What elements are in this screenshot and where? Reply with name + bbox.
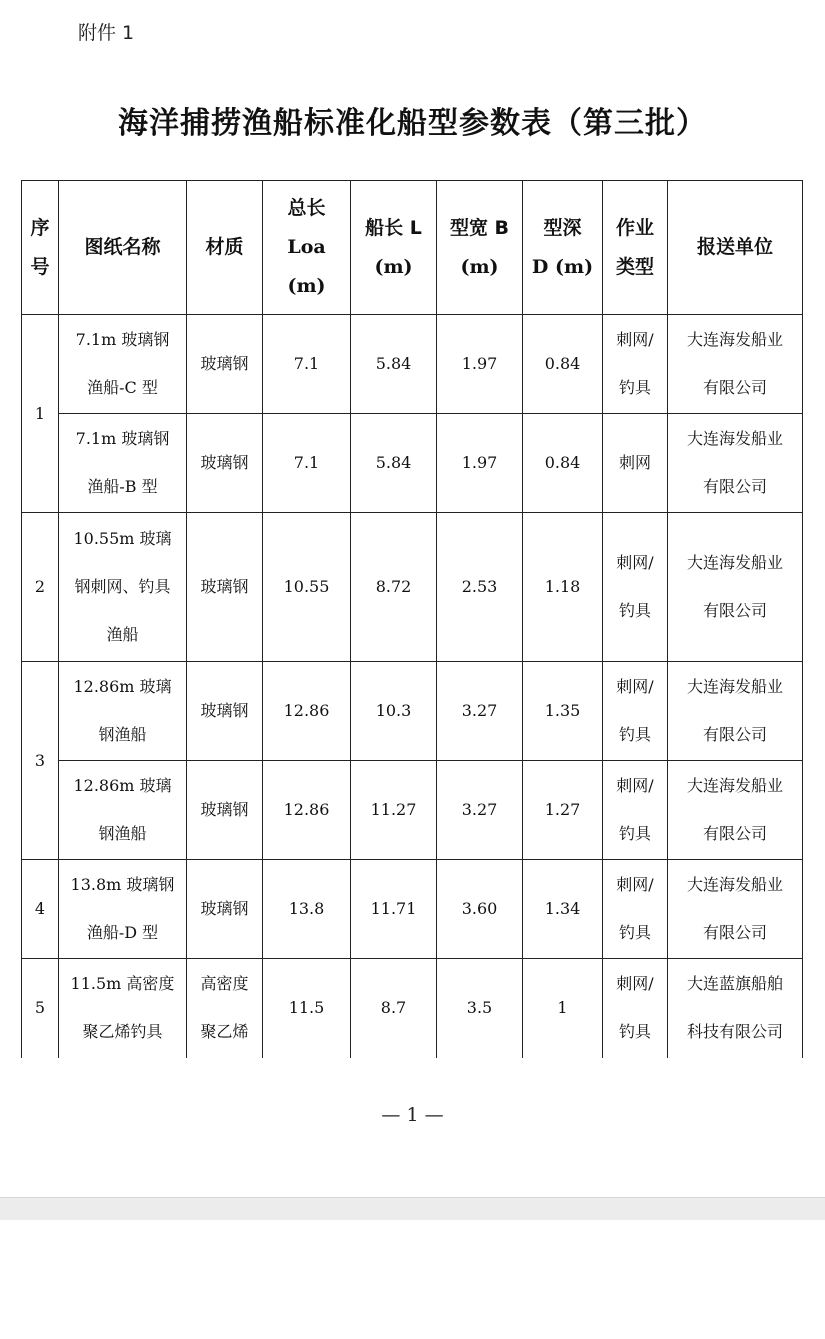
cell-seq: 2 xyxy=(22,513,59,662)
cell-name: 10.55m 玻璃 钢刺网、钓具 渔船 xyxy=(59,513,187,662)
cell-loa: 12.86 xyxy=(263,662,351,761)
cell-seq: 3 xyxy=(22,662,59,860)
cell-length: 8.7 xyxy=(351,959,437,1058)
cell-type: 刺网/ 钓具 xyxy=(603,860,668,959)
cell-loa: 13.8 xyxy=(263,860,351,959)
header-seq: 序 号 xyxy=(22,181,59,315)
table-row xyxy=(22,860,803,959)
cell-depth: 1.35 xyxy=(523,662,603,761)
cell-loa: 7.1 xyxy=(263,315,351,414)
cell-length: 10.3 xyxy=(351,662,437,761)
parameter-table xyxy=(21,180,803,1058)
cell-length: 11.71 xyxy=(351,860,437,959)
cell-name: 7.1m 玻璃钢 渔船-C 型 xyxy=(59,315,187,414)
table-row xyxy=(22,513,803,662)
page-title: 海洋捕捞渔船标准化船型参数表（第三批） xyxy=(118,106,707,141)
cell-name: 13.8m 玻璃钢 渔船-D 型 xyxy=(59,860,187,959)
cell-type: 刺网/ 钓具 xyxy=(603,513,668,662)
cell-name: 11.5m 高密度 聚乙烯钓具 xyxy=(59,959,187,1058)
cell-seq: 5 xyxy=(22,959,59,1058)
cell-type: 刺网/ 钓具 xyxy=(603,761,668,860)
cell-unit: 大连海发船业 有限公司 xyxy=(668,513,803,662)
cell-beam: 1.97 xyxy=(437,315,523,414)
cell-unit: 大连蓝旗船舶 科技有限公司 xyxy=(668,959,803,1058)
cell-material: 玻璃钢 xyxy=(187,513,263,662)
cell-beam: 3.5 xyxy=(437,959,523,1058)
table-row xyxy=(22,662,803,761)
header-length: 船长 L (m) xyxy=(351,181,437,315)
page-separator xyxy=(0,1197,825,1221)
cell-seq: 4 xyxy=(22,860,59,959)
cell-depth: 0.84 xyxy=(523,414,603,513)
cell-beam: 3.27 xyxy=(437,761,523,860)
table-row xyxy=(22,761,803,860)
next-page xyxy=(0,1220,825,1339)
attachment-label: 附件 1 xyxy=(78,22,135,44)
cell-loa: 7.1 xyxy=(263,414,351,513)
cell-loa: 10.55 xyxy=(263,513,351,662)
cell-type: 刺网/ 钓具 xyxy=(603,315,668,414)
cell-length: 11.27 xyxy=(351,761,437,860)
header-loa: 总长 Loa (m) xyxy=(263,181,351,315)
cell-beam: 3.27 xyxy=(437,662,523,761)
cell-material: 玻璃钢 xyxy=(187,860,263,959)
cell-depth: 1.18 xyxy=(523,513,603,662)
cell-unit: 大连海发船业 有限公司 xyxy=(668,860,803,959)
cell-unit: 大连海发船业 有限公司 xyxy=(668,662,803,761)
cell-type: 刺网/ 钓具 xyxy=(603,959,668,1058)
cell-type: 刺网/ 钓具 xyxy=(603,662,668,761)
header-name: 图纸名称 xyxy=(59,181,187,315)
cell-seq: 1 xyxy=(22,315,59,513)
header-unit: 报送单位 xyxy=(668,181,803,315)
cell-depth: 0.84 xyxy=(523,315,603,414)
header-beam: 型宽 B (m) xyxy=(437,181,523,315)
cell-depth: 1.34 xyxy=(523,860,603,959)
cell-loa: 11.5 xyxy=(263,959,351,1058)
cell-name: 12.86m 玻璃 钢渔船 xyxy=(59,662,187,761)
cell-depth: 1.27 xyxy=(523,761,603,860)
cell-material: 高密度 聚乙烯 xyxy=(187,959,263,1058)
cell-name: 12.86m 玻璃 钢渔船 xyxy=(59,761,187,860)
table-row xyxy=(22,959,803,1058)
header-material: 材质 xyxy=(187,181,263,315)
cell-unit: 大连海发船业 有限公司 xyxy=(668,315,803,414)
cell-material: 玻璃钢 xyxy=(187,414,263,513)
cell-loa: 12.86 xyxy=(263,761,351,860)
table-header-row xyxy=(22,181,803,315)
header-type: 作业 类型 xyxy=(603,181,668,315)
cell-type: 刺网 xyxy=(603,414,668,513)
cell-beam: 3.60 xyxy=(437,860,523,959)
page-number: — 1 — xyxy=(381,1104,444,1126)
table-row xyxy=(22,414,803,513)
header-depth: 型深 D (m) xyxy=(523,181,603,315)
cell-material: 玻璃钢 xyxy=(187,662,263,761)
cell-name: 7.1m 玻璃钢 渔船-B 型 xyxy=(59,414,187,513)
cell-material: 玻璃钢 xyxy=(187,315,263,414)
cell-material: 玻璃钢 xyxy=(187,761,263,860)
cell-depth: 1 xyxy=(523,959,603,1058)
cell-unit: 大连海发船业 有限公司 xyxy=(668,414,803,513)
cell-beam: 2.53 xyxy=(437,513,523,662)
table-row xyxy=(22,315,803,414)
cell-unit: 大连海发船业 有限公司 xyxy=(668,761,803,860)
cell-length: 8.72 xyxy=(351,513,437,662)
cell-length: 5.84 xyxy=(351,414,437,513)
cell-beam: 1.97 xyxy=(437,414,523,513)
cell-length: 5.84 xyxy=(351,315,437,414)
